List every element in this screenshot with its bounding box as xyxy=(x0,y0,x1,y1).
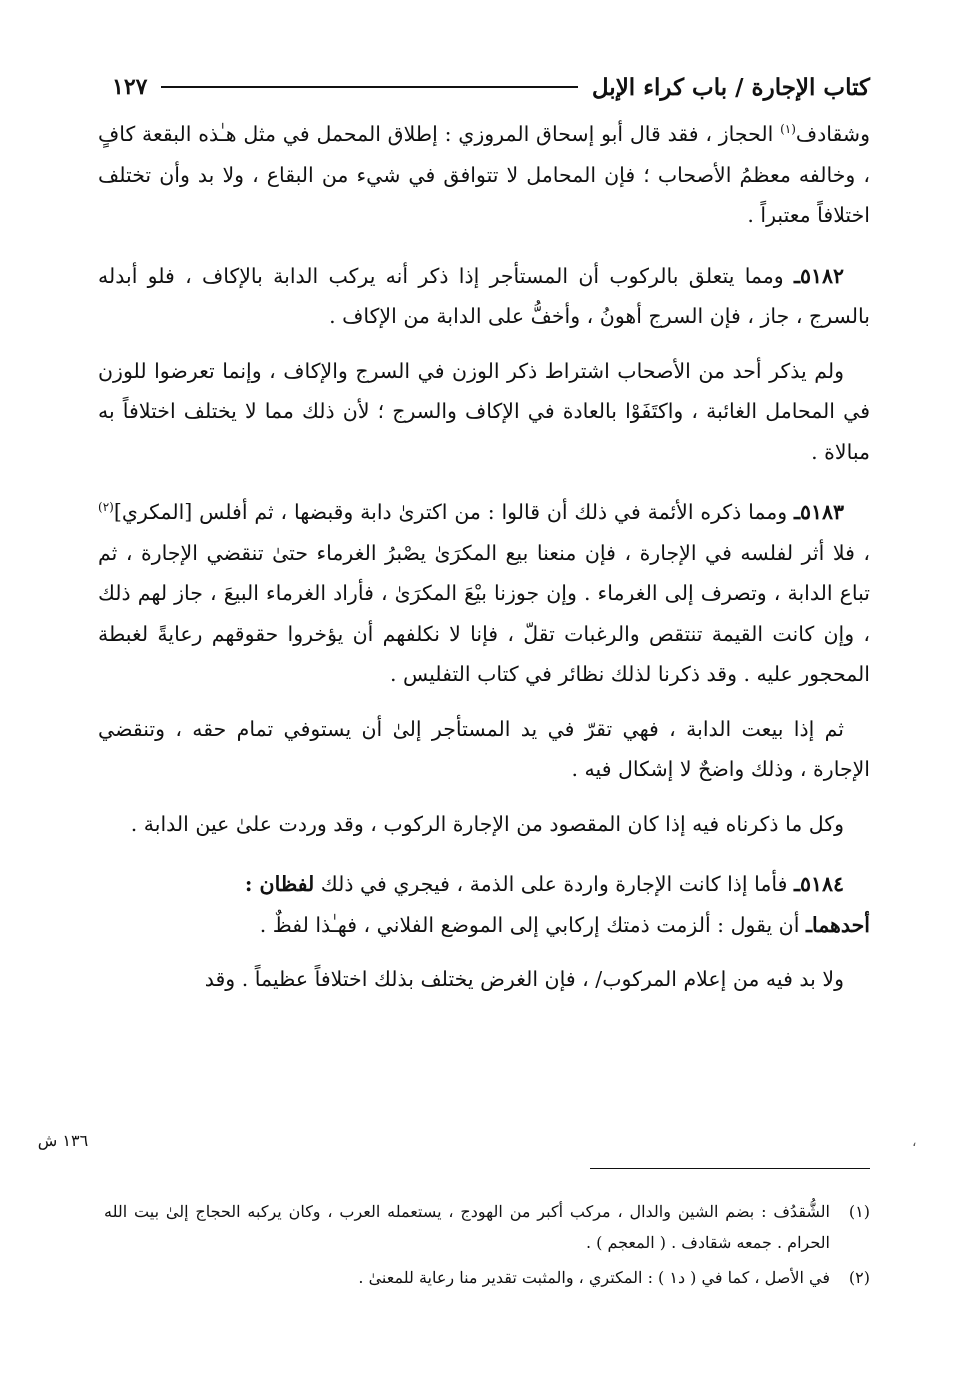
footnote-number: (٢) xyxy=(848,1268,870,1287)
p6-text: وكل ما ذكرناه فيه إذا كان المقصود من الإجارة الركوب ، وقد وردت علىٰ عين الدابة . xyxy=(130,811,844,836)
p2-text: ومما يتعلق بالركوب أن المستأجر إذا ذكر أنه يركب الدابة بالإكاف ، فلو أبدله بالسرج ، جاز ، فإن السرج أهونُ ، وأخفُّ على الدابة من الإكاف . xyxy=(98,263,870,328)
p9-text: ولا بد فيه من إعلام المركوب/ ، فإن الغرض يختلف بذلك اختلافاً عظيماً . وقد xyxy=(204,967,844,991)
margin-manuscript-marker: ١٣٦ ش xyxy=(37,1131,89,1150)
footnotes xyxy=(104,1196,870,1293)
header-title: كتاب الإجارة / باب كراء الإبل xyxy=(591,73,870,101)
footnote-text: في الأصل ، كما في ( د١ ) : المكتري ، والمثبت تقدير منا رعاية للمعنىٰ . xyxy=(358,1268,830,1287)
p5-text: ثم إذا بيعت الدابة ، فهي تقرّ في يد المستأجر إلىٰ أن يستوفي تمام حقه ، وتنقضي الإجارة ، وذلك واضحٌ لا إشكال فيه . xyxy=(98,716,870,781)
paragraph-1 xyxy=(98,114,870,236)
footnote-separator xyxy=(590,1168,870,1169)
footnote-ref-2[interactable]: (٢) xyxy=(98,500,114,515)
paragraph-8 xyxy=(98,905,870,946)
p8-bold: أحدهماـ xyxy=(805,912,870,937)
paragraph-5182 xyxy=(98,256,870,337)
footnote-ref-1[interactable]: (١) xyxy=(780,122,796,137)
main-text xyxy=(98,114,870,1000)
paragraph-number: ٥١٨٣ـ xyxy=(793,500,844,524)
paragraph-number: ٥١٨٤ـ xyxy=(793,872,844,896)
footnote-number: (١) xyxy=(848,1202,870,1221)
paragraph-3 xyxy=(98,351,870,473)
p8-text: أن يقول : ألزمت ذمتك إركابي إلى الموضع الفلاني ، فهـٰذا لفظٌ . xyxy=(259,912,806,937)
header-rule xyxy=(161,86,577,88)
p1-before: وشقادف xyxy=(795,122,870,146)
paragraph-number: ٥١٨٢ـ xyxy=(793,263,844,288)
footnote-1 xyxy=(104,1196,870,1258)
edge-mark: ، xyxy=(912,1134,917,1150)
footnote-2 xyxy=(104,1262,870,1293)
paragraph-5184 xyxy=(98,864,870,905)
p3-text: ولم يذكر أحد من الأصحاب اشتراط ذكر الوزن في السرج والإكاف ، وإنما تعرضوا للوزن في المحامل الغائبة ، واكتَفَوْا بالعادة في الإكاف والسرج ؛ لأن ذلك مما لا يختلف اختلافاً به مبالاة . xyxy=(98,358,870,464)
footnote-text: الشُّقدُف : بضم الشين والدال ، مركب أكبر من الهودج ، يستعمله العرب ، وكان يركبه الحجاج إلىٰ بيت الله الحرام . جمعه شقادف . ( المعجم ) . xyxy=(104,1202,830,1252)
p7-before: فأما إذا كانت الإجارة واردة على الذمة ، فيجري في ذلك xyxy=(314,872,794,896)
p4-before: ومما ذكره الأئمة في ذلك أن قالوا : من اكترىٰ دابة وقبضها ، ثم أفلس [المكري] xyxy=(113,500,794,524)
paragraph-5183 xyxy=(98,492,870,695)
p1-after: الحجاز ، فقد قال أبو إسحاق المروزي : إطلاق المحمل في مثل هـٰذه البقعة كافٍ ، وخالفه معظمُ الأصحاب ؛ فإن المحامل لا تتوافق في شيء من البقاع ، ولا بد وأن تختلف اختلافاً معتبراً . xyxy=(98,122,870,227)
p7-bold: لفظان : xyxy=(244,872,315,896)
p4-after: ، فلا أثر لفلسه في الإجارة ، فإن منعنا بيع المكرَىٰ يصْبرُ الغرماء حتىٰ تنقضي الإجارة ، ثم تباع الدابة ، وتصرف إلى الغرماء . وإن جوزنا بيْعَ المكرَىٰ ، فأراد الغرماء البيعَ ، جاز لهم ذلك ، وإن كانت القيمة تنتقص والرغبات تقلّ ، فإنا لا نكلفهم أن يؤخروا حقوقهم رعايةً لغبطة المحجور عليه . وقد ذكرنا لذلك نظائر في كتاب التفليس . xyxy=(98,540,870,686)
running-header xyxy=(112,70,870,104)
paragraph-6 xyxy=(98,804,870,845)
paragraph-5 xyxy=(98,709,870,790)
paragraph-9 xyxy=(98,959,870,1000)
page-number: ١٢٧ xyxy=(112,74,148,100)
